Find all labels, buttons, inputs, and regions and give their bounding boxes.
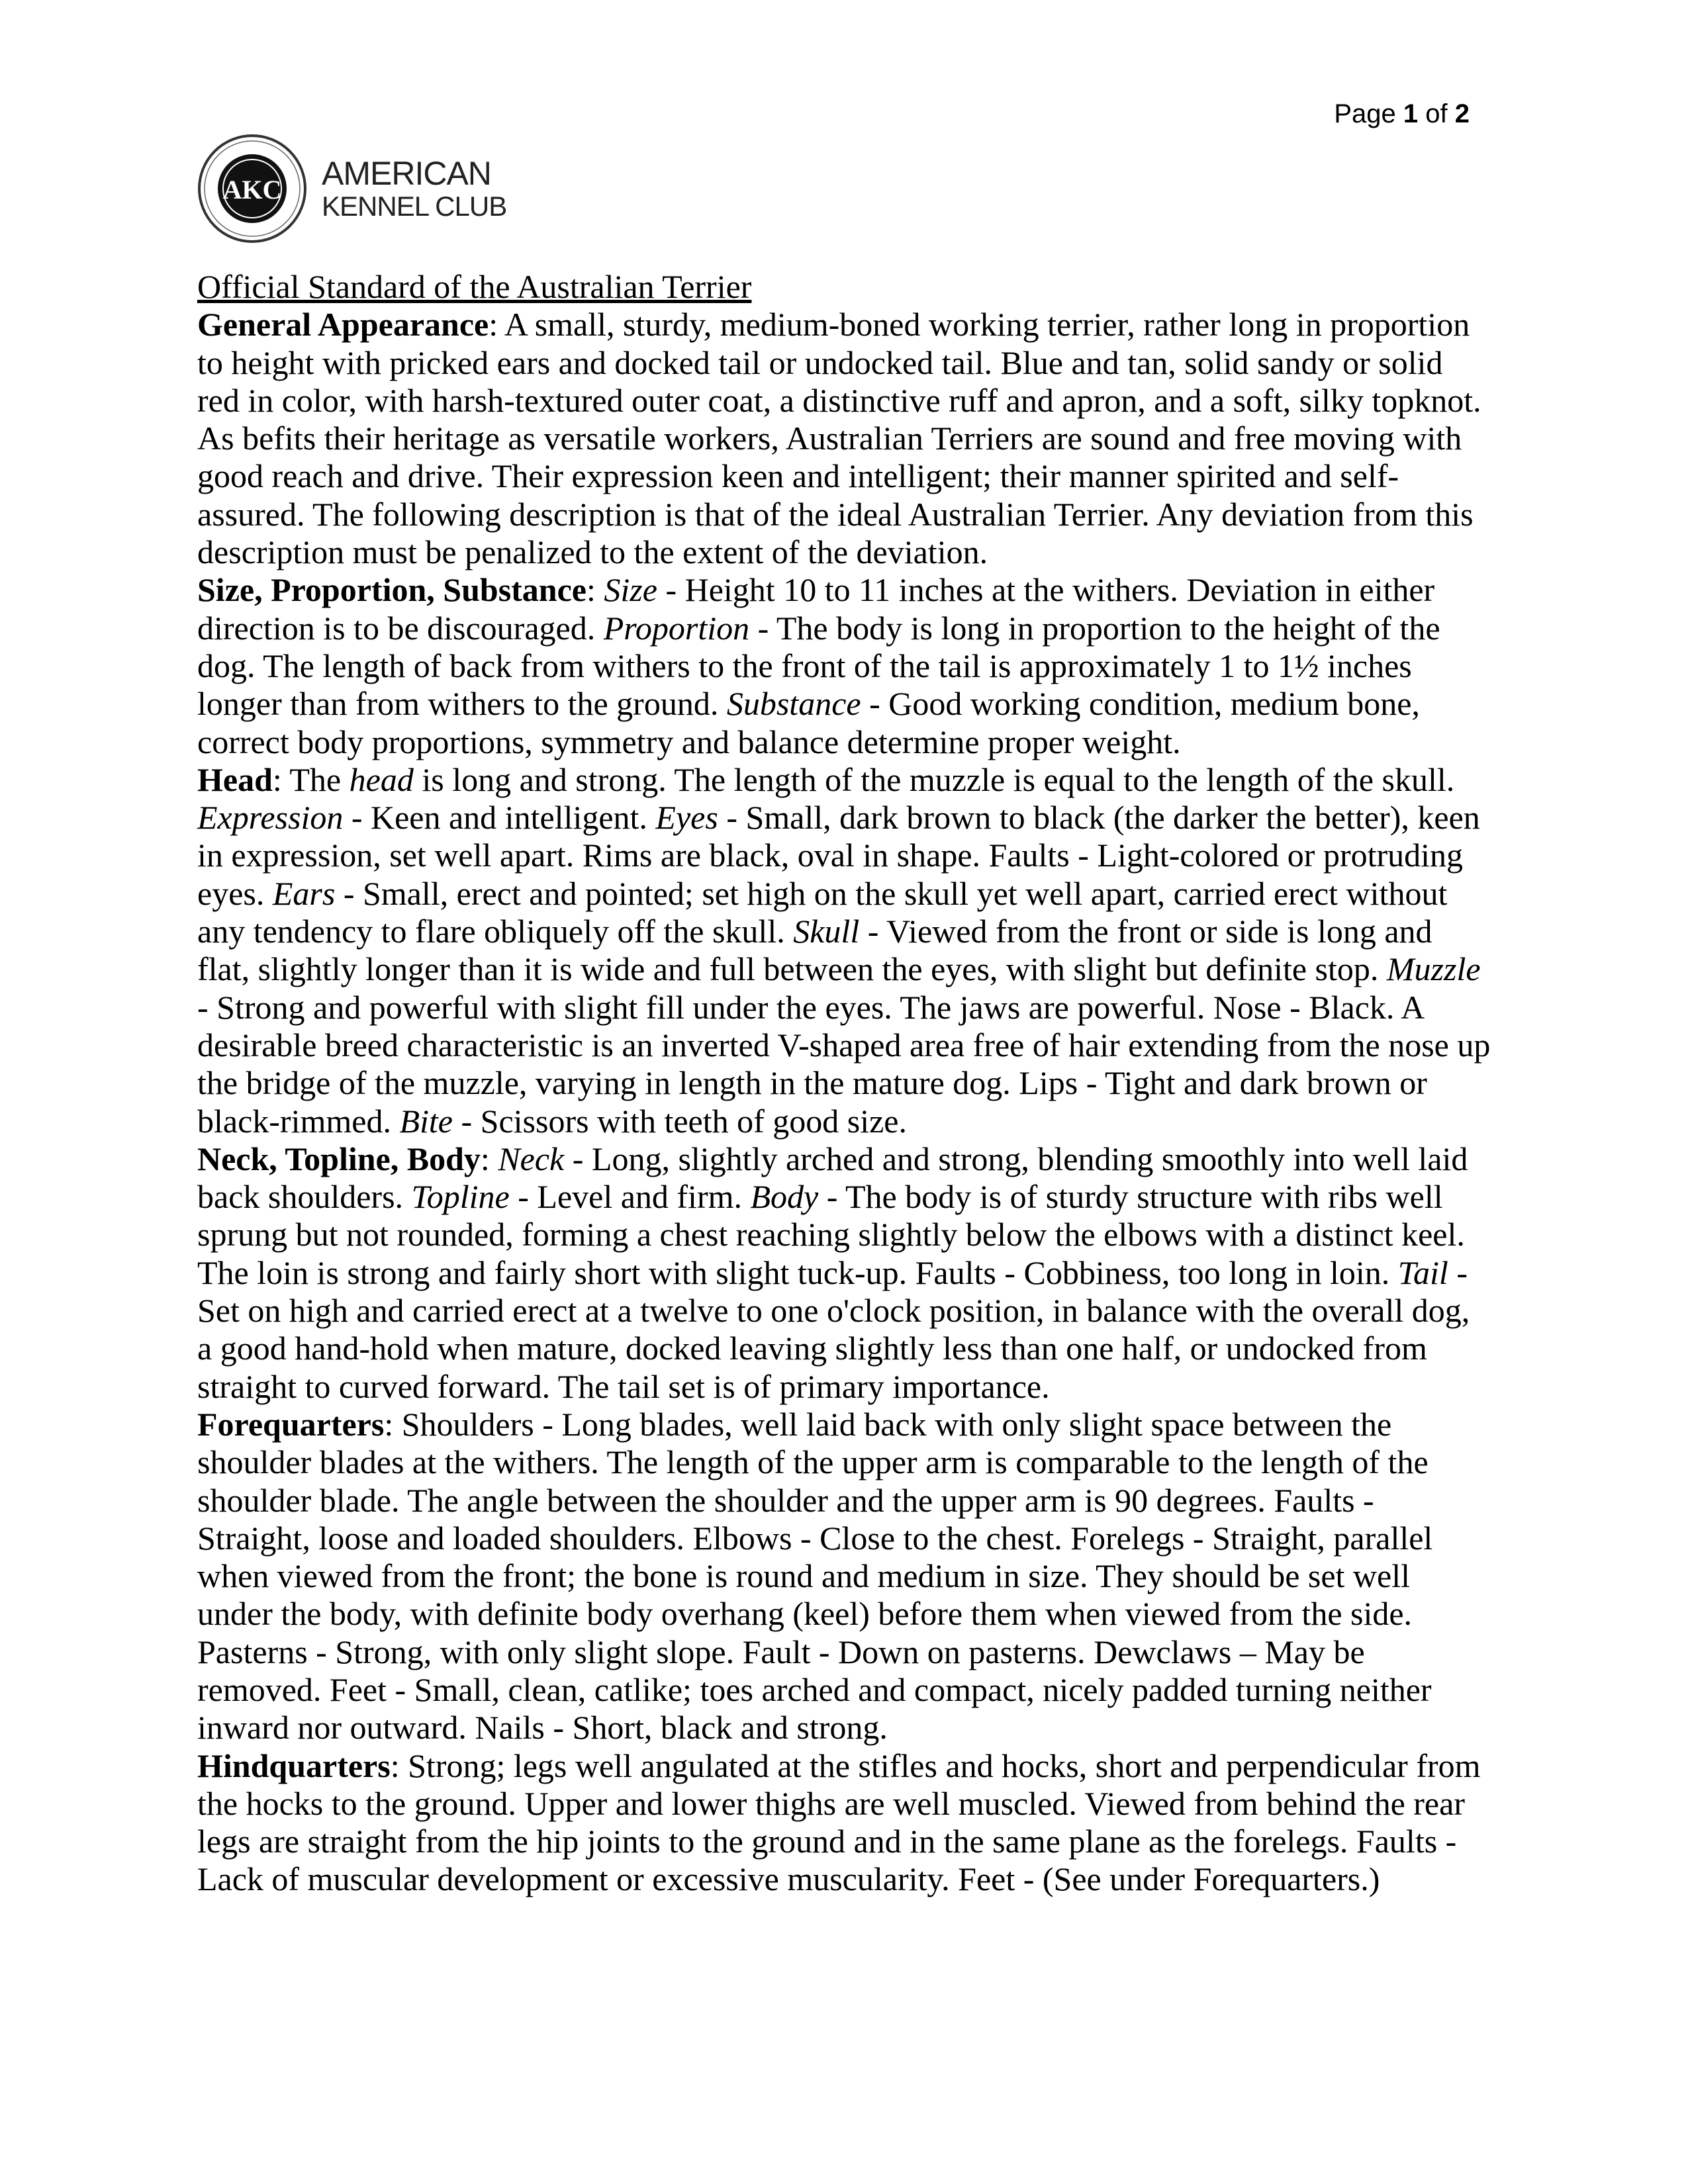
section-text: - The body is of sturdy structure with ribs well sprung but not rounded, forming a chest reaching slightly below the elbows with a distinct keel. The loin is strong and fairly short with slight tuck-up. Faults - Cobbiness, too long in loin.: [197, 1178, 1465, 1291]
current-page: 1: [1403, 99, 1419, 128]
sections: [197, 306, 1491, 1898]
section-paragraph: [197, 1406, 1491, 1747]
section-text: - Scissors with teeth of good size.: [452, 1102, 907, 1140]
section-text: - Small, erect and pointed; set high on the skull yet well apart, carried erect without any tendency to flare obliquely off the skull.: [197, 874, 1448, 950]
section-text: - The body is long in proportion to the height of the dog. The length of back from withers to the front of the tail is approximately 1 to 1½ inches longer than from withers to the ground.: [197, 609, 1440, 723]
page-of: of: [1418, 99, 1455, 128]
section-text: : Shoulders - Long blades, well laid back with only slight space between the shoulder blades at the withers. The length of the upper arm is comparable to the length of the shoulder blade. The angle between the shoulder and the upper arm is 90 degrees. Faults - Straight, loose and loaded shoulders. Elbows - Close to the chest. Forelegs - Straight, parallel when viewed from the front; the bone is round and medium in size. They should be set well under the body, with definite body overhang (keel) before them when viewed from the side. Pasterns - Strong, with only slight slope. Fault - Down on pasterns. Dewclaws – May be removed. Feet - Small, clean, catlike; toes arched and compact, nicely padded turning neither inward nor outward. Nails - Short, black and strong.: [197, 1405, 1433, 1747]
document-body: [197, 268, 1491, 1899]
page-number: [1334, 99, 1470, 129]
section-text: - Set on high and carried erect at a twelve to one o'clock position, in balance with the overall dog, a good hand-hold when mature, docked leaving slightly less than one half, or undocked from straight to curved forward. The tail set is of primary importance.: [197, 1253, 1470, 1405]
section-text: : Strong; legs well angulated at the stifles and hocks, short and perpendicular from the hocks to the ground. Upper and lower thighs are well muscled. Viewed from behind the rear legs are straight from the hip joints to the ground and in the same plane as the forelegs. Faults - Lack of muscular development or excessive muscularity. Feet - (See under Forequarters.): [197, 1747, 1481, 1898]
page-label: Page: [1334, 99, 1403, 128]
section-heading: Head: [197, 760, 273, 798]
section-text: - Small, dark brown to black (the darker the better), keen in expression, set well apart. Rims are black, oval in shape. Faults - Light-colored or protruding eyes.: [197, 799, 1480, 912]
subsection-label: Skull: [793, 913, 860, 950]
subsection-label: Ears: [272, 874, 336, 912]
section-heading: Hindquarters: [197, 1747, 391, 1784]
section-text: - Height 10 to 11 inches at the withers. Deviation in either direction is to be discouraged.: [197, 571, 1435, 647]
subsection-label: Neck: [498, 1140, 565, 1177]
section-text: - Strong and powerful with slight fill under the eyes. The jaws are powerful. Nose - Black. A desirable breed characteristic is an inverted V-shaped area free of hair extending from the nose up the bridge of the muzzle, varying in length in the mature dog. Lips - Tight and dark brown or black-rimmed.: [197, 988, 1491, 1140]
section-heading: Size, Proportion, Substance: [197, 571, 586, 609]
svg-text:AKC: AKC: [222, 175, 282, 205]
document-title: Official Standard of the Australian Terrier: [197, 268, 752, 305]
subsection-label: Expression: [197, 799, 344, 837]
section-paragraph: [197, 1140, 1491, 1406]
total-pages: 2: [1454, 99, 1470, 128]
section-text: :: [480, 1140, 498, 1177]
section-heading: Forequarters: [197, 1405, 385, 1443]
subsection-label: Size: [604, 571, 657, 609]
subsection-label: Bite: [399, 1102, 453, 1140]
subsection-label: Body: [750, 1178, 819, 1216]
section-heading: General Appearance: [197, 306, 489, 343]
akc-logo: [196, 132, 506, 245]
section-text: is long and strong. The length of the muzzle is equal to the length of the skull.: [413, 760, 1455, 798]
subsection-label: Tail: [1397, 1253, 1448, 1291]
section-text: - Long, slightly arched and strong, blending smoothly into well laid back shoulders.: [197, 1140, 1468, 1216]
subsection-label: Proportion: [603, 609, 750, 647]
logo-line-1: AMERICAN: [322, 155, 491, 192]
section-text: - Good working condition, medium bone, correct body proportions, symmetry and balance determine proper weight.: [197, 685, 1420, 760]
subsection-label: Substance: [726, 685, 861, 723]
section-heading: Neck, Topline, Body: [197, 1140, 481, 1177]
subsection-label: head: [349, 760, 414, 798]
section-text: - Viewed from the front or side is long and flat, slightly longer than it is wide and full between the eyes, with slight but definite stop.: [197, 913, 1432, 988]
section-paragraph: [197, 306, 1491, 571]
subsection-label: Eyes: [655, 799, 718, 837]
subsection-label: Muzzle: [1386, 950, 1481, 988]
section-text: - Keen and intelligent.: [343, 799, 656, 837]
section-paragraph: [197, 571, 1491, 760]
section-text: : The: [272, 760, 350, 798]
section-paragraph: [197, 761, 1491, 1140]
section-text: - Level and firm.: [509, 1178, 751, 1216]
section-text: : A small, sturdy, medium-boned working terrier, rather long in proportion to height with pricked ears and docked tail or undocked tail. Blue and tan, solid sandy or solid red in color, with harsh-textured outer coat, a distinctive ruff and apron, and a soft, silky topknot. As befits their heritage as versatile workers, Australian Terriers are sound and free moving with good reach and drive. Their expression keen and intelligent; their manner spirited and self-assured. The following description is that of the ideal Australian Terrier. Any deviation from this description must be penalized to the extent of the deviation.: [197, 306, 1481, 571]
section-paragraph: [197, 1747, 1491, 1899]
logo-line-2: KENNEL CLUB: [322, 191, 507, 222]
subsection-label: Topline: [411, 1178, 510, 1216]
akc-seal-icon: [196, 132, 308, 245]
section-text: :: [586, 571, 604, 609]
